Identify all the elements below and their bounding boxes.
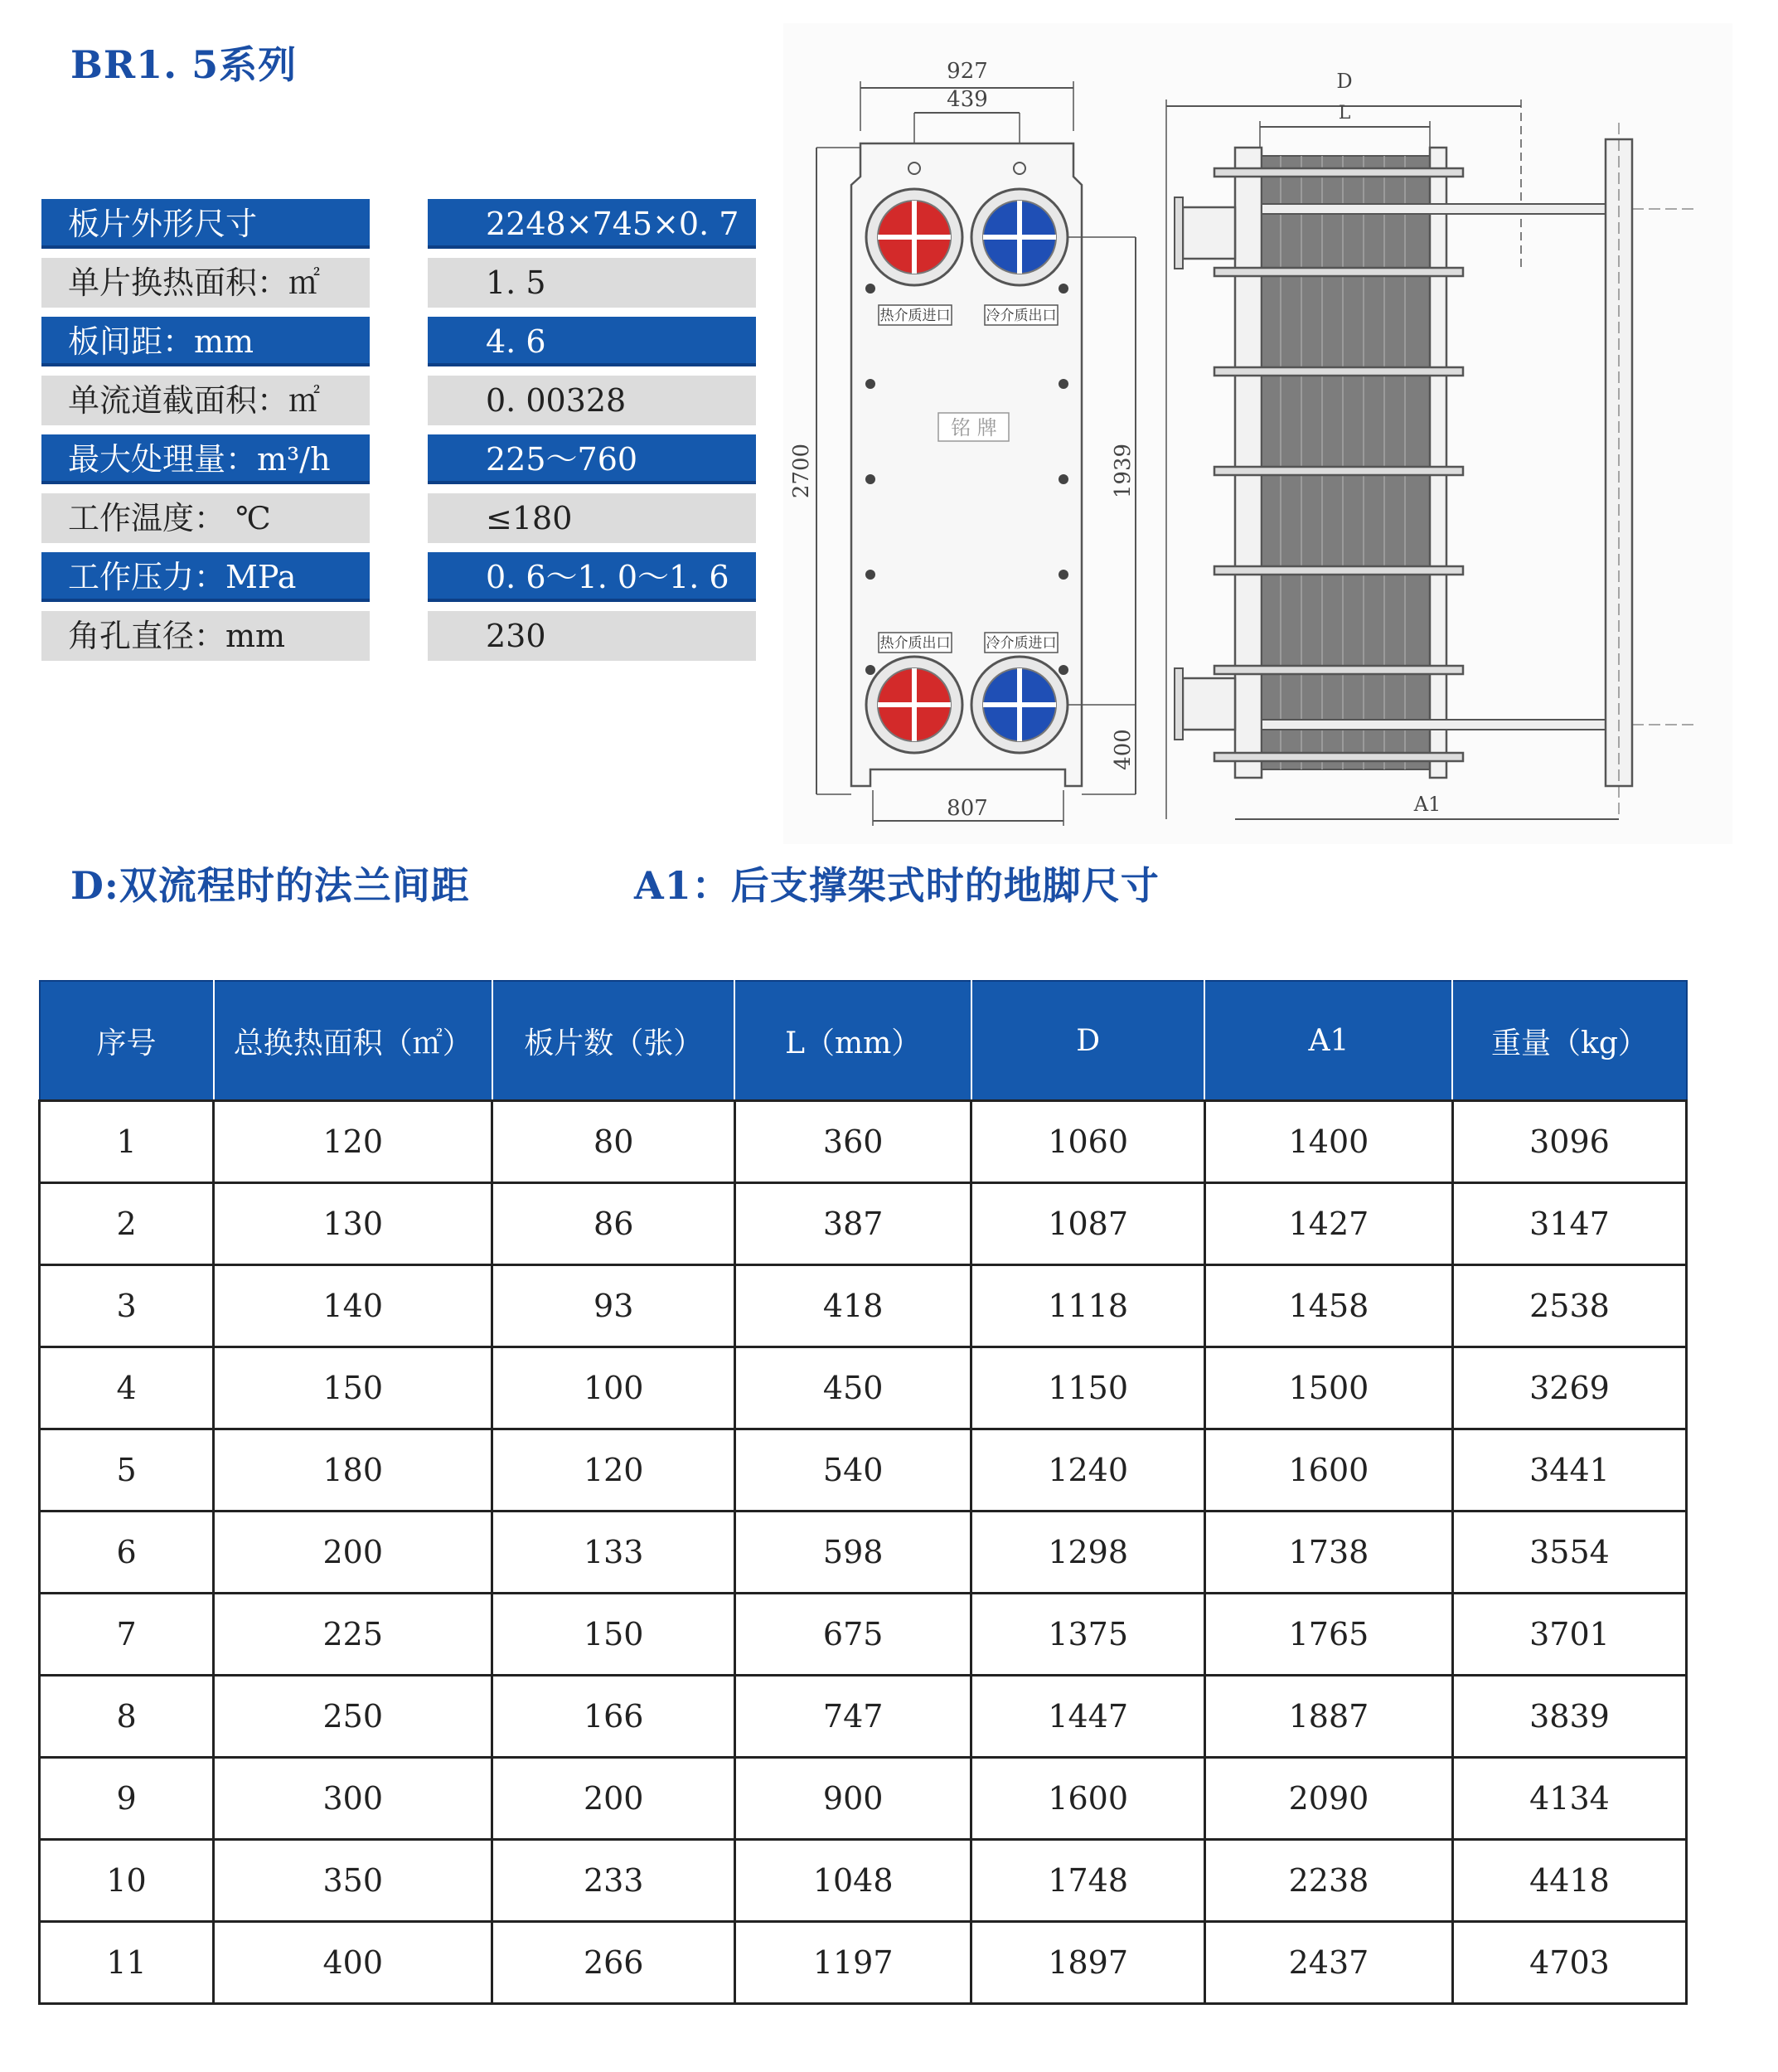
- spec-row: [41, 434, 763, 484]
- spec-row: [41, 611, 763, 661]
- table-cell: 1: [40, 1101, 214, 1183]
- table-cell: 1118: [971, 1265, 1205, 1347]
- col-header: D: [971, 981, 1205, 1101]
- spec-value: 4. 6: [428, 317, 756, 366]
- table-cell: 4703: [1452, 1922, 1686, 2004]
- table-row: [40, 1922, 1687, 2004]
- table-cell: 3: [40, 1265, 214, 1347]
- table-cell: 140: [214, 1265, 492, 1347]
- spec-row: [41, 552, 763, 602]
- table-cell: 4134: [1452, 1758, 1686, 1840]
- col-header: A1: [1204, 981, 1452, 1101]
- table-cell: 540: [734, 1429, 971, 1512]
- dim-927: 927: [947, 59, 988, 84]
- table-cell: 225: [214, 1594, 492, 1676]
- table-cell: 200: [492, 1758, 734, 1840]
- label-cold-inlet: 冷介质进口: [986, 635, 1057, 652]
- spec-label: 单流道截面积：㎡: [41, 376, 370, 425]
- table-cell: 93: [492, 1265, 734, 1347]
- table-cell: 350: [214, 1840, 492, 1922]
- table-cell: 1458: [1204, 1265, 1452, 1347]
- dim-l: L: [1338, 103, 1351, 124]
- table-cell: 166: [492, 1676, 734, 1758]
- table-cell: 80: [492, 1101, 734, 1183]
- nameplate-label: 铭 牌: [951, 416, 997, 439]
- table-cell: 1048: [734, 1840, 971, 1922]
- table-cell: 133: [492, 1512, 734, 1594]
- table-cell: 200: [214, 1512, 492, 1594]
- table-cell: 3441: [1452, 1429, 1686, 1512]
- table-cell: 1887: [1204, 1676, 1452, 1758]
- table-cell: 4: [40, 1347, 214, 1429]
- a1-note: A1：后支撑架式时的地脚尺寸: [634, 863, 1160, 908]
- table-row: [40, 1429, 1687, 1512]
- table-cell: 2437: [1204, 1922, 1452, 2004]
- table-cell: 1897: [971, 1922, 1205, 2004]
- port-hot-bottom-icon: [866, 657, 962, 753]
- table-cell: 400: [214, 1922, 492, 2004]
- col-header: L（mm）: [734, 981, 971, 1101]
- table-cell: 3096: [1452, 1101, 1686, 1183]
- table-cell: 1298: [971, 1512, 1205, 1594]
- dim-1939: 1939: [1111, 443, 1136, 499]
- spec-label: 最大处理量：m³/h: [41, 434, 370, 484]
- spec-value: 230: [428, 611, 756, 661]
- table-cell: 5: [40, 1429, 214, 1512]
- table-cell: 1087: [971, 1183, 1205, 1265]
- table-cell: 3839: [1452, 1676, 1686, 1758]
- table-cell: 360: [734, 1101, 971, 1183]
- table-cell: 8: [40, 1676, 214, 1758]
- label-hot-outlet: 热介质出口: [879, 635, 951, 652]
- table-cell: 1447: [971, 1676, 1205, 1758]
- table-cell: 11: [40, 1922, 214, 2004]
- table-cell: 3554: [1452, 1512, 1686, 1594]
- label-cold-outlet: 冷介质出口: [986, 308, 1057, 324]
- table-cell: 2: [40, 1183, 214, 1265]
- table-cell: 120: [492, 1429, 734, 1512]
- spec-row: [41, 258, 763, 308]
- table-cell: 1240: [971, 1429, 1205, 1512]
- table-row: [40, 1183, 1687, 1265]
- table-cell: 418: [734, 1265, 971, 1347]
- table-cell: 598: [734, 1512, 971, 1594]
- col-header: 重量（kg）: [1452, 981, 1686, 1101]
- table-cell: 3701: [1452, 1594, 1686, 1676]
- col-header: 板片数（张）: [492, 981, 734, 1101]
- table-cell: 900: [734, 1758, 971, 1840]
- table-cell: 1150: [971, 1347, 1205, 1429]
- table-row: [40, 1512, 1687, 1594]
- spec-label: 角孔直径：mm: [41, 611, 370, 661]
- table-cell: 387: [734, 1183, 971, 1265]
- table-cell: 450: [734, 1347, 971, 1429]
- table-header-row: [40, 981, 1687, 1101]
- table-cell: 1400: [1204, 1101, 1452, 1183]
- d-note: D:双流程时的法兰间距: [70, 863, 470, 908]
- table-cell: 300: [214, 1758, 492, 1840]
- table-cell: 1427: [1204, 1183, 1452, 1265]
- table-cell: 233: [492, 1840, 734, 1922]
- table-row: [40, 1265, 1687, 1347]
- table-cell: 3147: [1452, 1183, 1686, 1265]
- table-cell: 86: [492, 1183, 734, 1265]
- table-cell: 120: [214, 1101, 492, 1183]
- port-cold-bottom-icon: [971, 657, 1068, 753]
- table-cell: 100: [492, 1347, 734, 1429]
- dim-400: 400: [1111, 729, 1136, 770]
- spec-value: 225～760: [428, 434, 756, 484]
- table-cell: 1600: [971, 1758, 1205, 1840]
- table-cell: 9: [40, 1758, 214, 1840]
- table-cell: 4418: [1452, 1840, 1686, 1922]
- table-cell: 3269: [1452, 1347, 1686, 1429]
- table-body: [40, 1101, 1687, 2004]
- dim-2700: 2700: [789, 443, 814, 499]
- table-cell: 2238: [1204, 1840, 1452, 1922]
- table-cell: 747: [734, 1676, 971, 1758]
- table-cell: 130: [214, 1183, 492, 1265]
- table-cell: 1765: [1204, 1594, 1452, 1676]
- spec-value: 0. 00328: [428, 376, 756, 425]
- front-view: [789, 59, 1136, 826]
- table-cell: 10: [40, 1840, 214, 1922]
- spec-row: [41, 199, 763, 249]
- table-cell: 1500: [1204, 1347, 1452, 1429]
- spec-label: 板间距：mm: [41, 317, 370, 366]
- spec-row: [41, 493, 763, 543]
- table-row: [40, 1594, 1687, 1676]
- spec-label: 工作温度： ℃: [41, 493, 370, 543]
- port-cold-top-icon: [971, 189, 1068, 285]
- dim-807: 807: [947, 796, 988, 821]
- table-cell: 1060: [971, 1101, 1205, 1183]
- table-cell: 150: [492, 1594, 734, 1676]
- table-cell: 1748: [971, 1840, 1205, 1922]
- table-cell: 1738: [1204, 1512, 1452, 1594]
- table-cell: 266: [492, 1922, 734, 2004]
- table-cell: 250: [214, 1676, 492, 1758]
- spec-value: 1. 5: [428, 258, 756, 308]
- col-header: 总换热面积（㎡）: [214, 981, 492, 1101]
- table-cell: 1375: [971, 1594, 1205, 1676]
- spec-row: [41, 376, 763, 425]
- table-cell: 2090: [1204, 1758, 1452, 1840]
- dim-439: 439: [947, 87, 988, 112]
- port-hot-top-icon: [866, 189, 962, 285]
- label-hot-inlet: 热介质进口: [879, 308, 951, 324]
- table-cell: 150: [214, 1347, 492, 1429]
- table-cell: 2538: [1452, 1265, 1686, 1347]
- side-view: [1166, 70, 1695, 819]
- spec-label: 板片外形尺寸: [41, 199, 370, 249]
- spec-label: 单片换热面积：㎡: [41, 258, 370, 308]
- model-table: [38, 980, 1688, 2005]
- table-cell: 1197: [734, 1922, 971, 2004]
- spec-value: 2248×745×0. 7: [428, 199, 756, 249]
- spec-row: [41, 317, 763, 366]
- table-row: [40, 1101, 1687, 1183]
- table-row: [40, 1676, 1687, 1758]
- table-cell: 1600: [1204, 1429, 1452, 1512]
- dim-a1: A1: [1413, 793, 1441, 816]
- spec-value: 0. 6～1. 0～1. 6: [428, 552, 756, 602]
- spec-label: 工作压力：MPa: [41, 552, 370, 602]
- heat-exchanger-drawing: [783, 23, 1732, 844]
- table-cell: 675: [734, 1594, 971, 1676]
- table-cell: 6: [40, 1512, 214, 1594]
- table-row: [40, 1758, 1687, 1840]
- table-cell: 180: [214, 1429, 492, 1512]
- table-row: [40, 1347, 1687, 1429]
- col-header: 序号: [40, 981, 214, 1101]
- table-row: [40, 1840, 1687, 1922]
- spec-value: ≤180: [428, 493, 756, 543]
- dim-d: D: [1336, 70, 1353, 93]
- page-title: BR1. 5系列: [70, 42, 298, 87]
- table-cell: 7: [40, 1594, 214, 1676]
